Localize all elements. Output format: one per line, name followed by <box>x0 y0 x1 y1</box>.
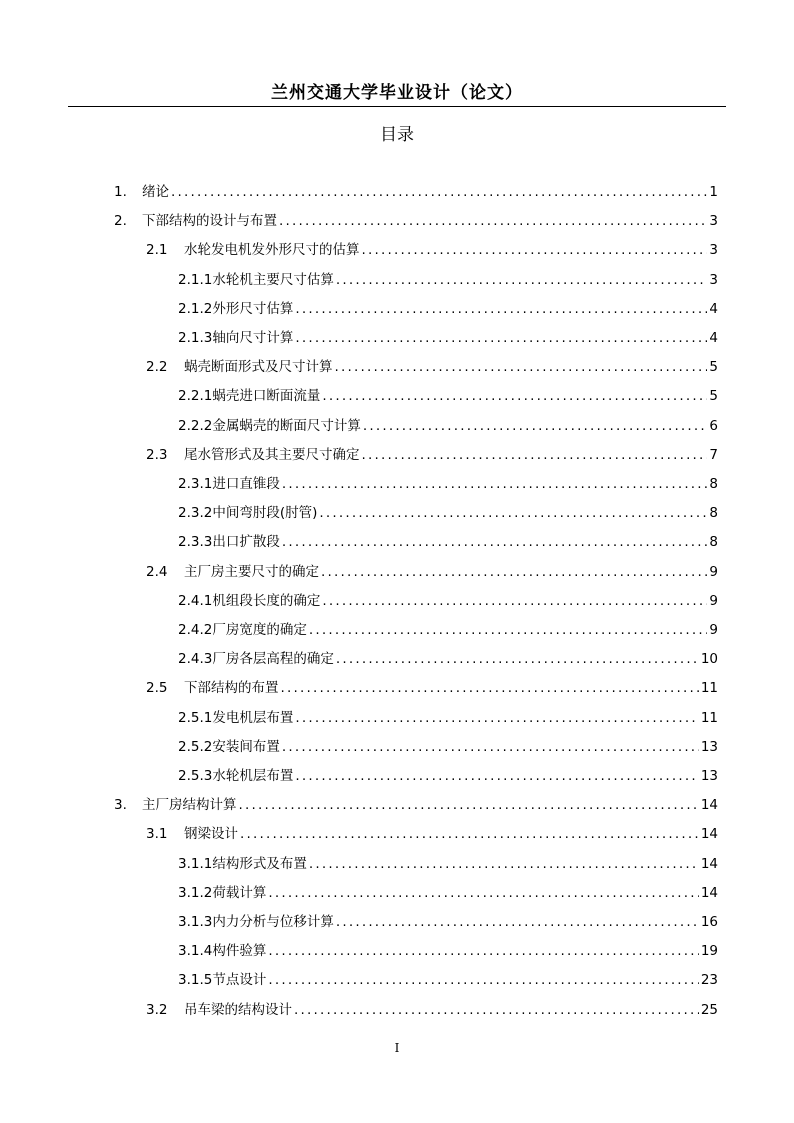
toc-entry-label: 2.4.1机组段长度的确定 <box>178 593 321 609</box>
toc-entry[interactable] <box>178 326 718 348</box>
toc-entry-page: 3 <box>709 242 718 258</box>
toc-entry[interactable] <box>146 560 718 582</box>
toc-entry[interactable] <box>146 998 718 1020</box>
toc-entry-page: 5 <box>709 388 718 404</box>
toc-entry-page: 1 <box>709 184 718 200</box>
toc-entry-label: 3.1.1结构形式及布置 <box>178 856 307 872</box>
toc-leader-dots <box>268 972 698 988</box>
toc-leader-dots <box>171 184 707 200</box>
toc-entry-label: 3.1.5节点设计 <box>178 972 267 988</box>
toc-entry[interactable] <box>146 238 718 260</box>
toc-entry[interactable] <box>146 443 718 465</box>
toc-entry-page: 9 <box>709 593 718 609</box>
toc-entry-page: 13 <box>700 739 718 755</box>
toc-entry-page: 16 <box>700 914 718 930</box>
toc-leader-dots <box>322 593 707 609</box>
toc-entry-page: 9 <box>709 564 718 580</box>
toc-entry-label: 3.1.3内力分析与位移计算 <box>178 914 334 930</box>
toc-entry-number: 2.2 <box>146 359 168 375</box>
toc-entry-page: 7 <box>709 447 718 463</box>
toc-entry[interactable] <box>178 764 718 786</box>
toc-entry-label: 3.1.2荷载计算 <box>178 885 267 901</box>
toc-entry[interactable] <box>178 939 718 961</box>
toc-entry[interactable] <box>178 472 718 494</box>
toc-entry-number: 2.3 <box>146 447 168 463</box>
toc-entry-page: 14 <box>700 856 718 872</box>
toc-entry[interactable] <box>178 735 718 757</box>
toc-entry-number: 2.5 <box>146 680 168 696</box>
toc-entry[interactable] <box>178 268 718 290</box>
header-title: 兰州交通大学毕业设计（论文） <box>271 83 523 103</box>
toc-entry-label: 2.4.3厂房各层高程的确定 <box>178 651 334 667</box>
toc-leader-dots <box>295 330 707 346</box>
toc-entry-label: 蜗壳断面形式及尺寸计算 <box>184 359 333 375</box>
toc-entry-page: 13 <box>700 768 718 784</box>
toc-entry-page: 14 <box>700 826 718 842</box>
toc-leader-dots <box>268 885 698 901</box>
toc-entry-page: 10 <box>700 651 718 667</box>
toc-entry-page: 9 <box>709 622 718 638</box>
toc-entry-page: 11 <box>700 680 718 696</box>
toc-entry[interactable] <box>114 180 718 202</box>
toc-entry-page: 14 <box>700 797 718 813</box>
toc-leader-dots <box>294 1002 699 1018</box>
toc-entry-label: 3.1.4构件验算 <box>178 943 267 959</box>
toc-entry-page: 19 <box>700 943 718 959</box>
toc-entry[interactable] <box>178 852 718 874</box>
toc-entry-number: 2.1 <box>146 242 168 258</box>
toc-entry-label: 尾水管形式及其主要尺寸确定 <box>184 447 360 463</box>
toc-leader-dots <box>295 301 707 317</box>
toc-entry[interactable] <box>178 501 718 523</box>
toc-leader-dots <box>309 622 708 638</box>
toc-entry-page: 23 <box>700 972 718 988</box>
toc-entry[interactable] <box>146 355 718 377</box>
toc-leader-dots <box>282 476 708 492</box>
toc-entry-label: 2.2.1蜗壳进口断面流量 <box>178 388 321 404</box>
toc-entry-label: 下部结构的设计与布置 <box>142 213 277 229</box>
toc-leader-dots <box>279 213 707 229</box>
toc-leader-dots <box>321 564 707 580</box>
toc-entry[interactable] <box>178 414 718 436</box>
toc-entry[interactable] <box>178 618 718 640</box>
toc-leader-dots <box>336 272 708 288</box>
toc-leader-dots <box>335 359 708 375</box>
toc-leader-dots <box>281 680 699 696</box>
toc-entry-label: 水轮发电机发外形尺寸的估算 <box>184 242 360 258</box>
toc-entry-label: 吊车梁的结构设计 <box>184 1002 292 1018</box>
toc-entry-label: 2.5.1发电机层布置 <box>178 710 294 726</box>
toc-entry-page: 25 <box>700 1002 718 1018</box>
toc-entry[interactable] <box>146 676 718 698</box>
toc-entry-label: 2.3.2中间弯肘段(肘管) <box>178 505 318 521</box>
toc-entry-label: 2.5.3水轮机层布置 <box>178 768 294 784</box>
toc-entry-label: 2.4.2厂房宽度的确定 <box>178 622 307 638</box>
toc-entry[interactable] <box>178 910 718 932</box>
toc-entry-label: 绪论 <box>142 184 169 200</box>
toc-entry-page: 4 <box>709 301 718 317</box>
toc-entry-page: 11 <box>700 710 718 726</box>
toc-title: 目录 <box>380 125 414 145</box>
toc-entry[interactable] <box>178 881 718 903</box>
toc-entry-label: 2.3.3出口扩散段 <box>178 534 280 550</box>
toc-entry-label: 2.2.2金属蜗壳的断面尺寸计算 <box>178 418 361 434</box>
toc-entry-page: 8 <box>709 505 718 521</box>
toc-entry[interactable] <box>146 822 718 844</box>
toc-leader-dots <box>319 505 707 521</box>
toc-entry[interactable] <box>178 706 718 728</box>
toc-entry[interactable] <box>114 793 718 815</box>
page-number: I <box>394 1041 400 1055</box>
toc-entry-label: 主厂房结构计算 <box>142 797 237 813</box>
toc-leader-dots <box>362 447 708 463</box>
toc-entry[interactable] <box>178 530 718 552</box>
toc-leader-dots <box>309 856 699 872</box>
toc-leader-dots <box>295 710 698 726</box>
toc-entry-page: 8 <box>709 534 718 550</box>
toc-entry[interactable] <box>178 647 718 669</box>
toc-leader-dots <box>336 651 699 667</box>
toc-entry-label: 2.3.1进口直锥段 <box>178 476 280 492</box>
toc-leader-dots <box>239 797 699 813</box>
toc-entry[interactable] <box>178 968 718 990</box>
toc-entry[interactable] <box>178 297 718 319</box>
toc-entry-page: 6 <box>709 418 718 434</box>
toc-entry-number: 1. <box>114 184 127 200</box>
toc-entry-label: 2.1.2外形尺寸估算 <box>178 301 294 317</box>
toc-entry[interactable] <box>178 384 718 406</box>
toc-leader-dots <box>282 739 699 755</box>
toc-leader-dots <box>363 418 708 434</box>
toc-entry-label: 2.1.3轴向尺寸计算 <box>178 330 294 346</box>
toc-entry-page: 5 <box>709 359 718 375</box>
toc-leader-dots <box>240 826 699 842</box>
toc-leader-dots <box>268 943 698 959</box>
toc-entry-number: 3.1 <box>146 826 168 842</box>
toc-entry-label: 钢梁设计 <box>184 826 238 842</box>
toc-leader-dots <box>362 242 708 258</box>
toc-entry[interactable] <box>114 209 718 231</box>
toc-leader-dots <box>322 388 707 404</box>
toc-entry-label: 2.5.2安装间布置 <box>178 739 280 755</box>
toc-entry-number: 3.2 <box>146 1002 168 1018</box>
toc-entry-label: 主厂房主要尺寸的确定 <box>184 564 319 580</box>
toc-entry-page: 8 <box>709 476 718 492</box>
toc-entry-page: 3 <box>709 272 718 288</box>
toc-entry-number: 2.4 <box>146 564 168 580</box>
toc-leader-dots <box>282 534 708 550</box>
toc-entry-label: 2.1.1水轮机主要尺寸估算 <box>178 272 334 288</box>
toc-entry-page: 3 <box>709 213 718 229</box>
toc-leader-dots <box>295 768 698 784</box>
toc-entry[interactable] <box>178 589 718 611</box>
toc-entry-page: 14 <box>700 885 718 901</box>
toc-entry-label: 下部结构的布置 <box>184 680 279 696</box>
toc-entry-number: 3. <box>114 797 127 813</box>
toc-entry-number: 2. <box>114 213 127 229</box>
page-header <box>68 78 726 107</box>
toc-entry-page: 4 <box>709 330 718 346</box>
toc-leader-dots <box>336 914 699 930</box>
